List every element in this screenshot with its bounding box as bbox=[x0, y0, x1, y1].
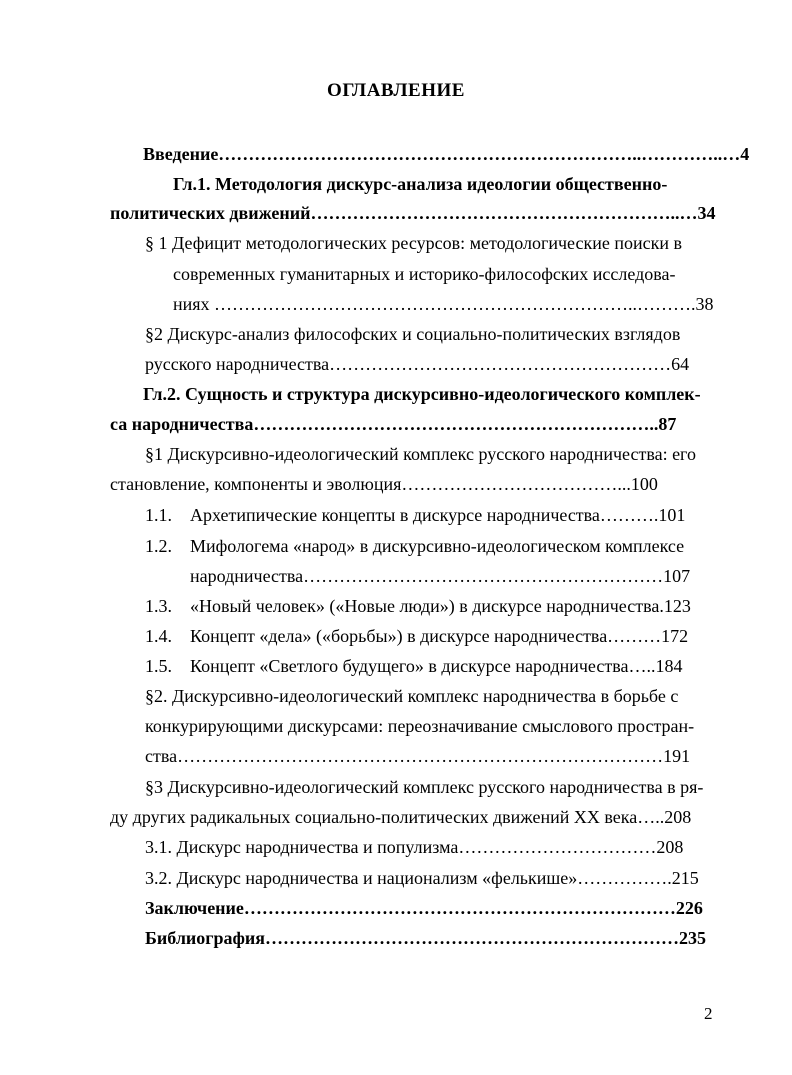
toc-entry-introduction: Введение……………………………………………………………..…………..…4 bbox=[143, 144, 750, 164]
toc-entry-2-2-line-1: §2. Дискурсивно-идеологический комплекс народничества в борьбе с bbox=[145, 686, 679, 706]
toc-entry-2-3-line-2: ду других радикальных социально-политических движений XX века…..208 bbox=[110, 807, 692, 827]
toc-subentry-number: 1.4. bbox=[145, 626, 172, 646]
toc-subentry-number: 1.5. bbox=[145, 656, 172, 676]
toc-entry-2-1-line-2: становление, компоненты и эволюция………………………………...100 bbox=[110, 474, 658, 494]
toc-entry-1-1-line-2: современных гуманитарных и историко-философских исследова- bbox=[173, 264, 676, 284]
toc-entry-2-2-line-2: конкурирующими дискурсами: переозначивание смыслового простран- bbox=[145, 716, 695, 736]
toc-subentry-text: «Новый человек» («Новые люди») в дискурсе народничества.123 bbox=[190, 596, 691, 616]
toc-entry-chapter-1-line-2: политических движений……………………………………………………..…34 bbox=[110, 203, 716, 223]
toc-subentry-number: 1.1. bbox=[145, 505, 172, 525]
toc-subentry-number: 1.2. bbox=[145, 536, 172, 556]
page-title: ОГЛАВЛЕНИЕ bbox=[327, 80, 465, 101]
toc-entry-bibliography: Библиография……………………………………………………………235 bbox=[145, 928, 707, 948]
toc-entry-2-2-line-3: ства………………………………………………………………………191 bbox=[145, 746, 691, 766]
toc-entry-1-2-line-2: русского народничества…………………………………………………64 bbox=[145, 354, 690, 374]
toc-entry-1-1-line-3: ниях ……………………………………………………………..……….38 bbox=[173, 294, 714, 314]
page-number: 2 bbox=[704, 1004, 713, 1023]
toc-entry-chapter-2-line-2: са народничества…………………………………………………………..87 bbox=[110, 414, 677, 434]
toc-subentry-3-2: 3.2. Дискурс народничества и национализм «фелькише»…………….215 bbox=[145, 868, 699, 888]
toc-subentry-text: Архетипические концепты в дискурсе народничества……….101 bbox=[190, 505, 686, 525]
toc-entry-chapter-1-line-1: Гл.1. Методология дискурс-анализа идеологии общественно- bbox=[173, 174, 668, 194]
toc-subentry-text: Концепт «дела» («борьбы») в дискурсе народничества………172 bbox=[190, 626, 689, 646]
toc-entry-2-1-line-1: §1 Дискурсивно-идеологический комплекс русского народничества: его bbox=[145, 444, 696, 464]
toc-subentry-text-continued: народничества……………………………………………………107 bbox=[190, 566, 691, 586]
toc-subentry-text: Мифологема «народ» в дискурсивно-идеологическом комплексе bbox=[190, 536, 685, 556]
toc-entry-conclusion: Заключение………………………………………………………………226 bbox=[145, 898, 703, 918]
toc-subentry-number: 1.3. bbox=[145, 596, 172, 616]
toc-subentry-3-1: 3.1. Дискурс народничества и популизма……………………………208 bbox=[145, 837, 684, 857]
toc-entry-1-1-line-1: § 1 Дефицит методологических ресурсов: методологические поиски в bbox=[145, 233, 682, 253]
toc-entry-1-2-line-1: §2 Дискурс-анализ философских и социально-политических взглядов bbox=[145, 324, 681, 344]
toc-entry-chapter-2-line-1: Гл.2. Сущность и структура дискурсивно-идеологического комплек- bbox=[143, 384, 701, 404]
toc-subentry-text: Концепт «Светлого будущего» в дискурсе народничества…..184 bbox=[190, 656, 683, 676]
toc-entry-2-3-line-1: §3 Дискурсивно-идеологический комплекс русского народничества в ря- bbox=[145, 777, 704, 797]
